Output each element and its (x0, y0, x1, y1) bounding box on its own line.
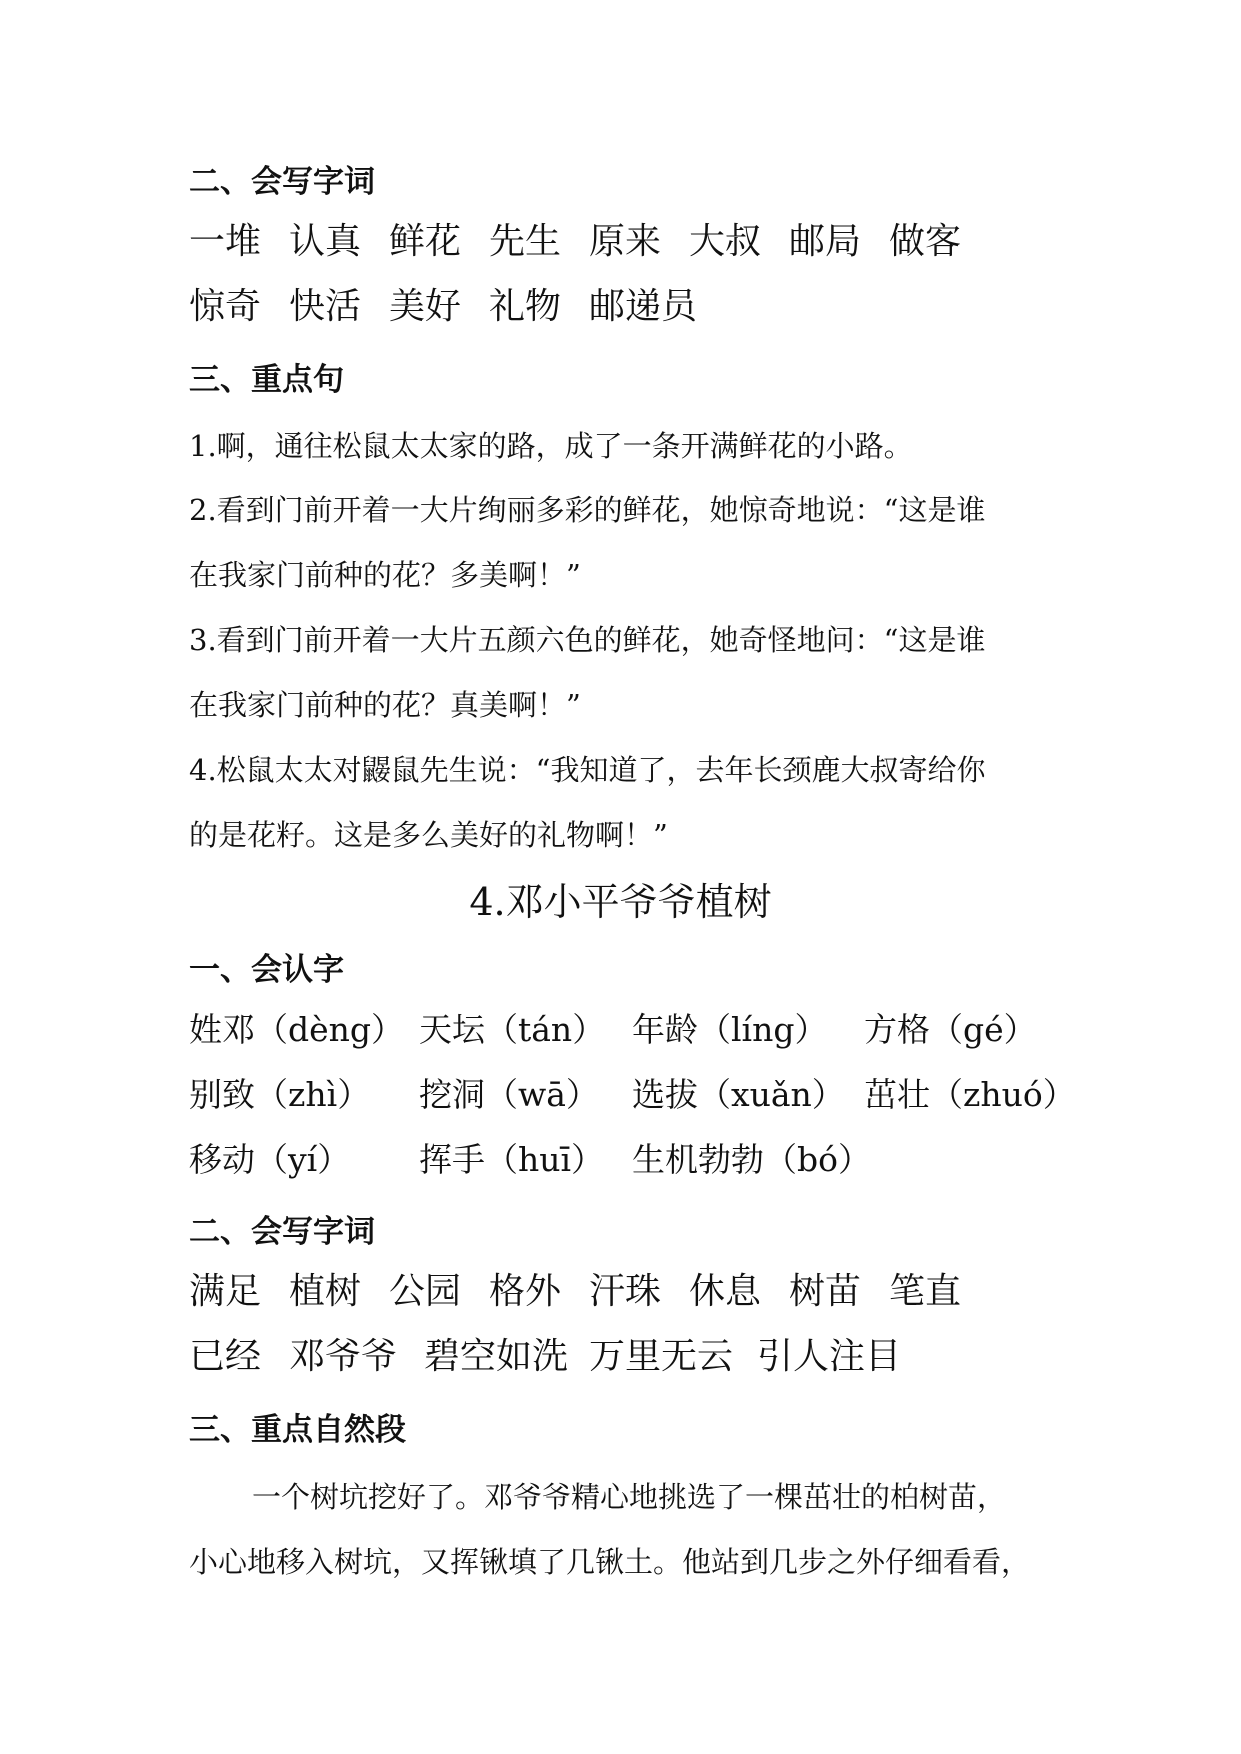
word: 休息 (689, 1271, 762, 1312)
sentence-line: 2.看到门前开着一大片绚丽多彩的鲜花，她惊奇地说：“这是谁 (189, 493, 986, 527)
char-with-pinyin: 生机勃勃（bó） (632, 1140, 871, 1179)
paragraph-line: 一个树坑挖好了。邓爷爷精心地挑选了一棵茁壮的柏树苗， (252, 1480, 1007, 1514)
word: 满足 (189, 1271, 262, 1312)
word: 认真 (289, 221, 362, 262)
word: 笔直 (889, 1271, 962, 1312)
char-with-pinyin: 挖洞（wā） (419, 1075, 599, 1114)
word: 做客 (889, 221, 962, 262)
section-heading-recognize-chars: 一、会认字 (189, 952, 344, 988)
word: 一堆 (189, 221, 262, 262)
lesson-title: 4.邓小平爷爷植树 (469, 880, 772, 924)
word: 植树 (289, 1271, 362, 1312)
word: 先生 (489, 221, 562, 262)
paragraph-line: 小心地移入树坑，又挥锹填了几锹土。他站到几步之外仔细看看， (189, 1545, 1031, 1579)
word: 美好 (389, 286, 462, 327)
word: 鲜花 (389, 221, 462, 262)
word: 碧空如洗 (424, 1336, 569, 1377)
word: 大叔 (689, 221, 762, 262)
sentence-line: 在我家门前种的花？真美啊！” (189, 688, 581, 722)
word: 礼物 (489, 286, 562, 327)
sentence-line: 的是花籽。这是多么美好的礼物啊！” (189, 818, 668, 852)
word: 邮递员 (589, 286, 698, 327)
word: 万里无云 (589, 1336, 734, 1377)
char-with-pinyin: 移动（yí） (189, 1140, 351, 1179)
char-with-pinyin: 方格（gé） (864, 1010, 1037, 1049)
word: 邮局 (789, 221, 862, 262)
section-heading-write-words: 二、会写字词 (189, 164, 375, 200)
word: 已经 (189, 1336, 262, 1377)
section-heading-write-words: 二、会写字词 (189, 1214, 375, 1250)
char-with-pinyin: 别致（zhì） (189, 1075, 371, 1114)
sentence-line: 1.啊，通往松鼠太太家的路，成了一条开满鲜花的小路。 (189, 429, 913, 463)
char-with-pinyin: 年龄（líng） (632, 1010, 828, 1049)
char-with-pinyin: 茁壮（zhuó） (864, 1075, 1076, 1114)
section-heading-key-paragraph: 三、重点自然段 (189, 1412, 406, 1448)
word: 汗珠 (589, 1271, 662, 1312)
word: 惊奇 (189, 286, 262, 327)
word: 原来 (589, 221, 662, 262)
word: 树苗 (789, 1271, 862, 1312)
word: 邓爷爷 (289, 1336, 398, 1377)
word: 引人注目 (757, 1336, 902, 1377)
sentence-line: 在我家门前种的花？多美啊！” (189, 558, 581, 592)
char-with-pinyin: 挥手（huī） (419, 1140, 605, 1179)
char-with-pinyin: 选拔（xuǎn） (632, 1075, 845, 1114)
word: 格外 (489, 1271, 562, 1312)
sentence-line: 3.看到门前开着一大片五颜六色的鲜花，她奇怪地问：“这是谁 (189, 623, 986, 657)
section-heading-key-sentences: 三、重点句 (189, 362, 344, 398)
sentence-line: 4.松鼠太太对鼹鼠先生说：“我知道了，去年长颈鹿大叔寄给你 (189, 753, 986, 787)
word: 快活 (289, 286, 362, 327)
char-with-pinyin: 姓邓（dèng） (189, 1010, 405, 1049)
word: 公园 (389, 1271, 462, 1312)
char-with-pinyin: 天坛（tán） (419, 1010, 606, 1049)
